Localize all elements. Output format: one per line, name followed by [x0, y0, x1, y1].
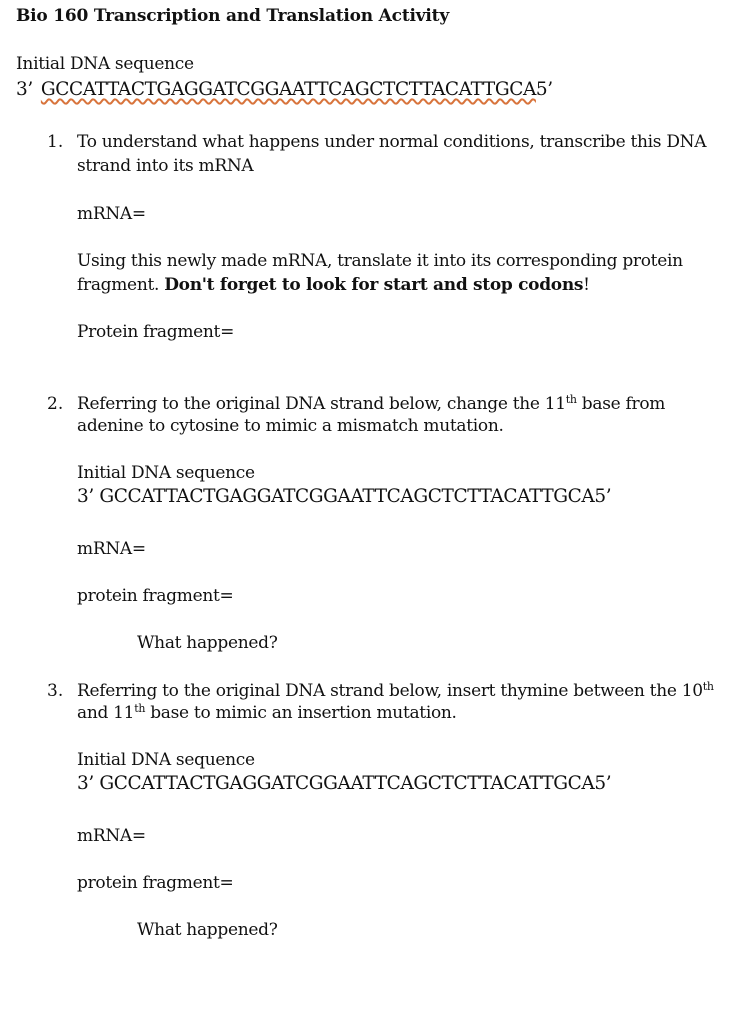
question-3-sequence: 3’ GCCATTACTGAGGATCGGAATTCAGCTCTTACATTGCA5’: [77, 773, 612, 794]
question-1-mrna-label: mRNA=: [77, 204, 146, 224]
question-3-what-happened: What happened?: [137, 920, 278, 940]
question-2-text-b: base from: [576, 394, 666, 414]
intro-sequence-suffix: 5’: [535, 79, 553, 100]
question-3-mrna-label: mRNA=: [77, 826, 146, 846]
question-1-translate-line2: [77, 274, 590, 296]
question-3-ordinal-1: th: [702, 680, 714, 693]
question-2-ordinal: th: [565, 393, 577, 406]
question-1-translate-text: fragment.: [77, 275, 165, 295]
question-1-codon-reminder: Don't forget to look for start and stop codons: [164, 275, 584, 295]
question-3-text-b: and 11: [77, 703, 135, 723]
question-2-what-happened: What happened?: [137, 633, 278, 653]
page-title: Bio 160 Transcription and Translation Activity: [16, 6, 449, 26]
intro-sequence-prefix: 3’: [16, 79, 33, 100]
question-2-protein-label: protein fragment=: [77, 586, 234, 606]
intro-sequence: [16, 79, 553, 101]
question-2-text-line1: [77, 393, 665, 415]
question-3-text-line2: [77, 702, 457, 724]
question-1-text-line2: strand into its mRNA: [77, 156, 254, 176]
question-3-sequence-label: Initial DNA sequence: [77, 750, 255, 770]
question-3-ordinal-2: th: [134, 702, 146, 715]
question-2-mrna-label: mRNA=: [77, 539, 146, 559]
question-2-sequence: 3’ GCCATTACTGAGGATCGGAATTCAGCTCTTACATTGCA5’: [77, 486, 612, 507]
question-2-text-line2: adenine to cytosine to mimic a mismatch mutation.: [77, 416, 504, 436]
question-1-exclamation: !: [583, 275, 590, 295]
question-2-text-a: Referring to the original DNA strand below, change the 11: [77, 394, 566, 414]
question-2-number: 2.: [47, 394, 64, 414]
question-3-text-a: Referring to the original DNA strand below, insert thymine between the 10: [77, 681, 703, 701]
question-3-number: 3.: [47, 681, 64, 701]
question-3-text-line1: [77, 680, 714, 702]
question-2-sequence-label: Initial DNA sequence: [77, 463, 255, 483]
question-3-protein-label: protein fragment=: [77, 873, 234, 893]
question-1-translate-line1: Using this newly made mRNA, translate it into its corresponding protein: [77, 251, 683, 271]
question-1-number: 1.: [47, 132, 64, 152]
intro-sequence-label: Initial DNA sequence: [16, 54, 194, 74]
question-1-text-line1: To understand what happens under normal conditions, transcribe this DNA: [77, 132, 707, 152]
intro-sequence-bases: GCCATTACTGAGGATCGGAATTCAGCTCTTACATTGCA: [40, 79, 536, 100]
question-3-text-c: base to mimic an insertion mutation.: [145, 703, 457, 723]
question-1-protein-label: Protein fragment=: [77, 322, 235, 342]
